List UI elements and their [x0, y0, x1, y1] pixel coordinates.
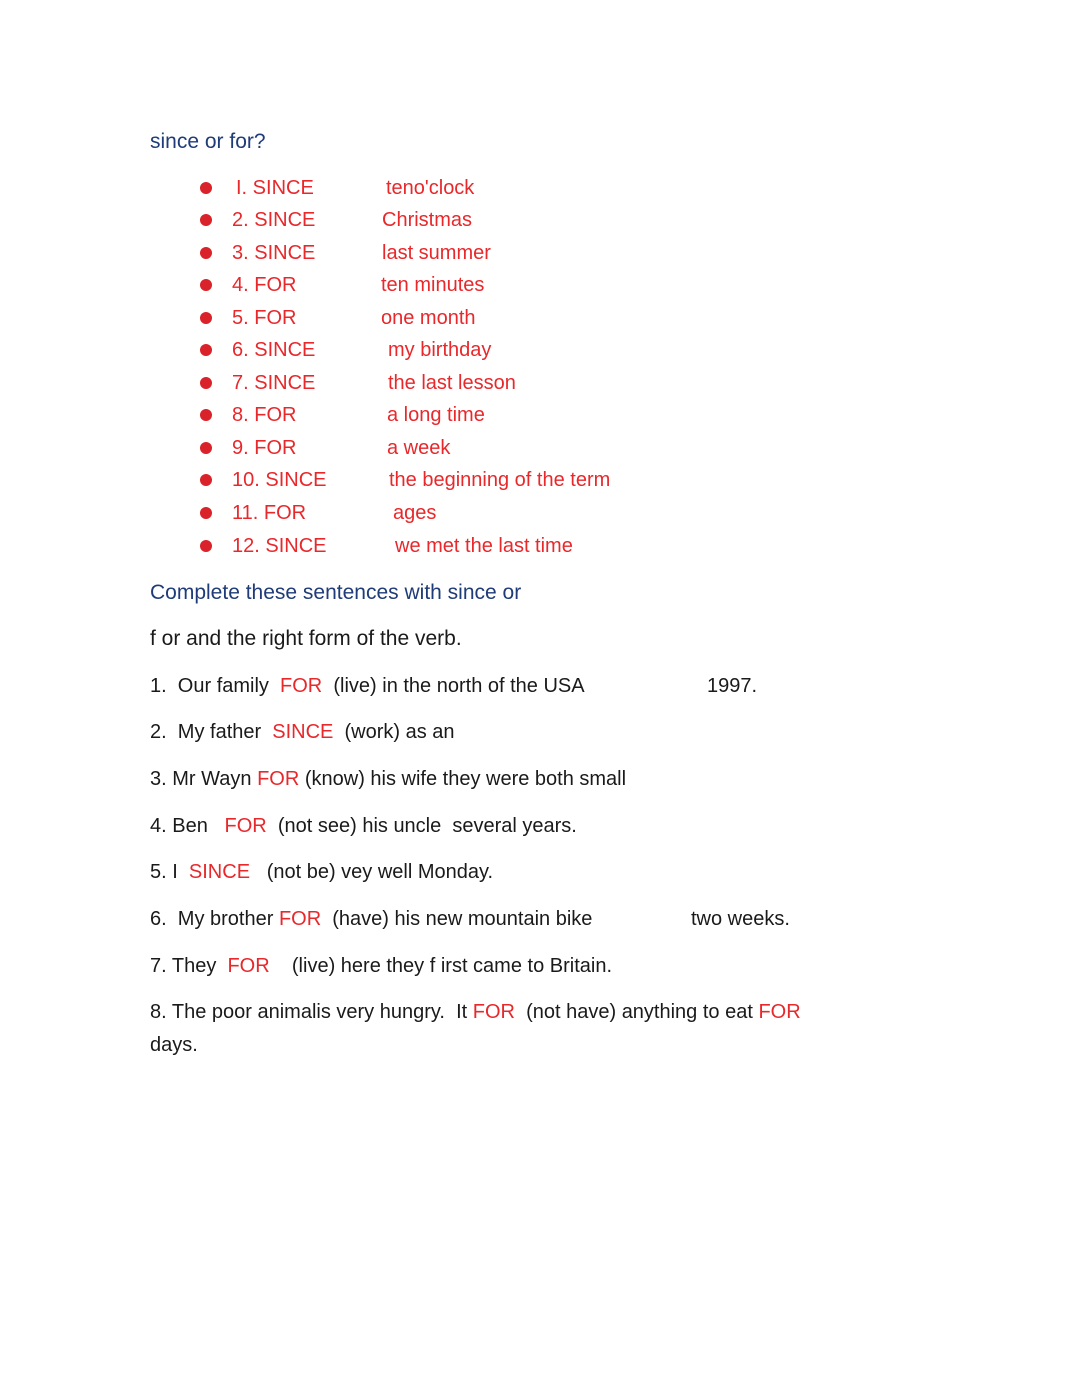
instruction-line-1: Complete these sentences with since or [150, 581, 522, 604]
answer-word: FOR [472, 1001, 515, 1023]
list-item [0, 433, 1080, 463]
sentence-1 [150, 671, 585, 701]
sentence-5 [150, 857, 493, 887]
sentence-text: (live) here they f irst came to Britain. [269, 955, 613, 977]
bullet-icon [200, 214, 212, 226]
bullet-icon [200, 540, 212, 552]
sentence-3 [150, 764, 626, 794]
bullet-icon [200, 182, 212, 194]
instruction-line-2: f or and the right form of the verb. [150, 627, 462, 650]
sentence-text: 2. My father [150, 721, 273, 743]
bullet-icon [200, 442, 212, 454]
bullet-icon [200, 247, 212, 259]
answer-phrase: we met the last time [395, 535, 573, 557]
answer-label: 2. SINCE [232, 209, 316, 231]
sentence-2 [150, 717, 455, 747]
answer-label: 7. SINCE [232, 372, 316, 394]
answer-label: 8. FOR [232, 404, 297, 426]
answer-word: FOR [280, 675, 323, 697]
sentence-text: 8. The poor animalis very hungry. It [150, 1001, 473, 1023]
answer-phrase: last summer [382, 242, 491, 264]
answer-label: 9. FOR [232, 437, 297, 459]
sentence-6-extra: two weeks. [691, 908, 790, 930]
sentence-text: 3. Mr Wayn [150, 768, 258, 790]
list-item [0, 368, 1080, 398]
sentence-7 [150, 951, 612, 981]
answer-word: FOR [227, 955, 270, 977]
answer-phrase: ages [393, 502, 437, 524]
answer-word: FOR [257, 768, 300, 790]
answer-phrase: a week [387, 437, 451, 459]
list-item [0, 335, 1080, 365]
sentence-8 [150, 997, 801, 1027]
answer-label: 11. FOR [232, 502, 307, 524]
answer-phrase: ten minutes [381, 274, 485, 296]
sentence-text: 4. Ben [150, 815, 225, 837]
bullet-icon [200, 474, 212, 486]
sentence-text: (not have) anything to eat [514, 1001, 759, 1023]
sentence-text: 7. They [150, 955, 228, 977]
list-item [0, 173, 1080, 203]
sentence-6 [150, 904, 592, 934]
sentence-text: 6. My brother [150, 908, 279, 930]
bullet-icon [200, 409, 212, 421]
answer-label: 10. SINCE [232, 469, 327, 491]
list-item [0, 270, 1080, 300]
answer-label: 4. FOR [232, 274, 297, 296]
sentence-1-extra: 1997. [707, 675, 758, 697]
sentence-text: (have) his new mountain bike [321, 908, 593, 930]
page-title: since or for? [150, 130, 266, 153]
bullet-icon [200, 279, 212, 291]
sentence-8-line-2: days. [150, 1034, 198, 1056]
answer-word: SINCE [188, 861, 251, 883]
answer-label: 6. SINCE [232, 339, 316, 361]
answer-phrase: teno'clock [386, 177, 475, 199]
list-item [0, 400, 1080, 430]
sentence-text: (know) his wife they were both small [299, 768, 627, 790]
answer-word: SINCE [272, 721, 334, 743]
answer-phrase: the beginning of the term [389, 469, 611, 491]
answer-label: 3. SINCE [232, 242, 316, 264]
sentence-text: 5. I [150, 861, 189, 883]
answer-phrase: my birthday [388, 339, 492, 361]
list-item [0, 498, 1080, 528]
list-item [0, 205, 1080, 235]
list-item [0, 465, 1080, 495]
list-item [0, 531, 1080, 561]
sentence-text: (live) in the north of the USA [322, 675, 585, 697]
bullet-icon [200, 344, 212, 356]
answer-word: FOR [758, 1001, 801, 1023]
answer-label: I. SINCE [236, 177, 314, 199]
answer-phrase: one month [381, 307, 476, 329]
sentence-4 [150, 811, 577, 841]
sentence-text: 1. Our family [150, 675, 281, 697]
answer-phrase: Christmas [382, 209, 473, 231]
bullet-icon [200, 507, 212, 519]
bullet-icon [200, 377, 212, 389]
sentence-text: (work) as an [333, 721, 455, 743]
answer-label: 5. FOR [232, 307, 297, 329]
bullet-icon [200, 312, 212, 324]
answer-label: 12. SINCE [232, 535, 327, 557]
answer-word: FOR [278, 908, 322, 930]
list-item [0, 238, 1080, 268]
list-item [0, 303, 1080, 333]
sentence-text: (not be) vey well Monday. [250, 861, 494, 883]
answer-phrase: a long time [387, 404, 485, 426]
answer-phrase: the last lesson [388, 372, 516, 394]
sentence-text: (not see) his uncle several years. [266, 815, 577, 837]
answer-word: FOR [224, 815, 267, 837]
